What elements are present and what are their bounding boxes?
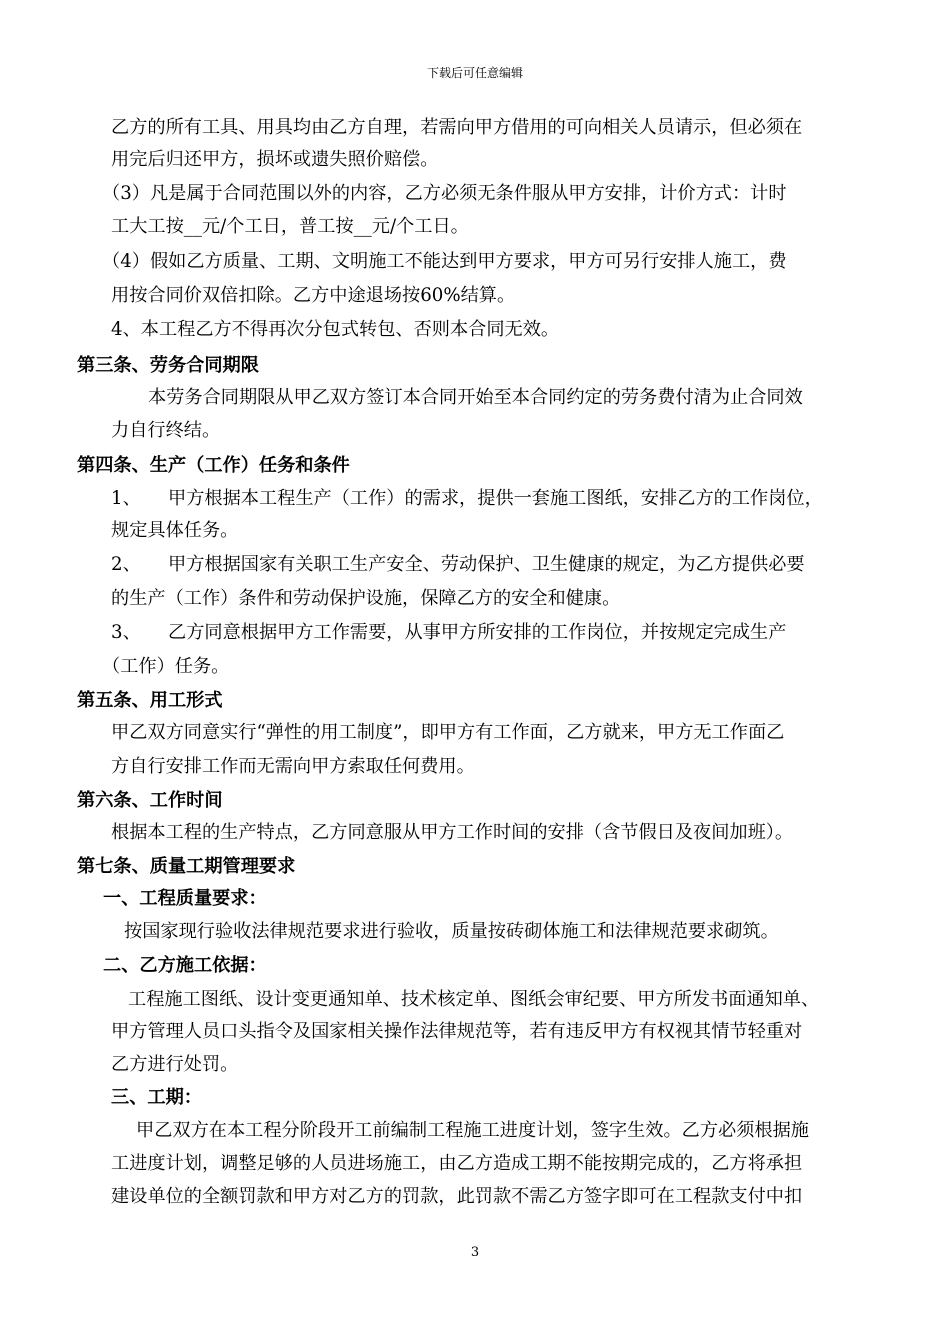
body-text-line: 工大工按__元/个工日，普工按__元/个工日。: [111, 216, 469, 237]
body-text-line: 力自行终结。: [111, 420, 221, 441]
body-text-line: （工作）任务。: [102, 656, 230, 677]
body-text-line: 甲乙双方在本工程分阶段开工前编制工程施工进度计划，签字生效。乙方必须根据施: [136, 1120, 809, 1141]
section-heading-line: 第六条、工作时间: [77, 790, 223, 811]
section-heading-line: 一、工程质量要求：: [103, 888, 267, 909]
section-heading-line: 第五条、用工形式: [77, 690, 223, 711]
page-number: 3: [470, 1245, 480, 1260]
body-text-line: 用完后归还甲方，损坏或遗失照价赔偿。: [111, 149, 439, 170]
body-text-line: 规定具体任务。: [111, 520, 239, 541]
section-heading-line: 第三条、劳务合同期限: [77, 355, 259, 376]
body-text-line: 甲方管理人员口头指令及国家相关操作法律规范等，若有违反甲方有权视其情节轻重对: [111, 1021, 803, 1042]
body-text-line: 方自行安排工作而无需向甲方索取任何费用。: [111, 756, 475, 777]
body-text-line: 本劳务合同期限从甲乙双方签订本合同开始至本合同约定的劳务费付清为止合同效: [148, 387, 803, 408]
body-text-line: 建设单位的全额罚款和甲方对乙方的罚款，此罚款不需乙方签字即可在工程款支付中扣: [111, 1186, 803, 1207]
body-text-line: 甲乙双方同意实行“弹性的用工制度”，即甲方有工作面，乙方就来，甲方无工作面乙: [111, 722, 785, 743]
body-text-line: 乙方的所有工具、用具均由乙方自理，若需向甲方借用的可向相关人员请示，但必须在: [111, 117, 803, 138]
body-text-line: 工进度计划，调整足够的人员进场施工，由乙方造成工期不能按期完成的，乙方将承担: [111, 1153, 803, 1174]
body-text-line: 2、 甲方根据国家有关职工生产安全、劳动保护、卫生健康的规定，为乙方提供必要: [111, 554, 805, 575]
body-text-line: 工程施工图纸、设计变更通知单、技术核定单、图纸会审纪要、甲方所发书面通知单、: [128, 989, 820, 1010]
section-heading-line: 第七条、质量工期管理要求: [77, 856, 296, 877]
section-heading-line: 三、工期：: [111, 1087, 202, 1108]
body-text-line: 4、本工程乙方不得再次分包式转包、否则本合同无效。: [111, 319, 560, 340]
body-text-line: 根据本工程的生产特点，乙方同意服从甲方工作时间的安排（含节假日及夜间加班）。: [111, 822, 794, 843]
body-text-line: 1、 甲方根据本工程生产（工作）的需求，提供一套施工图纸，安排乙方的工作岗位，: [111, 488, 823, 509]
body-text-line: （4）假如乙方质量、工期、文明施工不能达到甲方要求，甲方可另行安排人施工，费: [102, 251, 787, 272]
body-text-line: 用按合同价双倍扣除。乙方中途退场按60%结算。: [111, 285, 516, 306]
body-text-line: 的生产（工作）条件和劳动保护设施，保障乙方的安全和健康。: [111, 588, 621, 609]
section-heading-line: 第四条、生产（工作）任务和条件: [77, 455, 350, 476]
page-header: 下载后可任意编辑: [426, 66, 523, 80]
body-text-line: （3）凡是属于合同范围以外的内容，乙方必须无条件服从甲方安排，计价方式：计时: [102, 183, 787, 204]
body-text-line: 按国家现行验收法律规范要求进行验收，质量按砖砌体施工和法律规范要求砌筑。: [124, 921, 779, 942]
body-text-line: 乙方进行处罚。: [111, 1054, 239, 1075]
body-text-line: 3、 乙方同意根据甲方工作需要，从事甲方所安排的工作岗位，并按规定完成生产: [111, 622, 787, 643]
section-heading-line: 二、乙方施工依据：: [103, 955, 267, 976]
